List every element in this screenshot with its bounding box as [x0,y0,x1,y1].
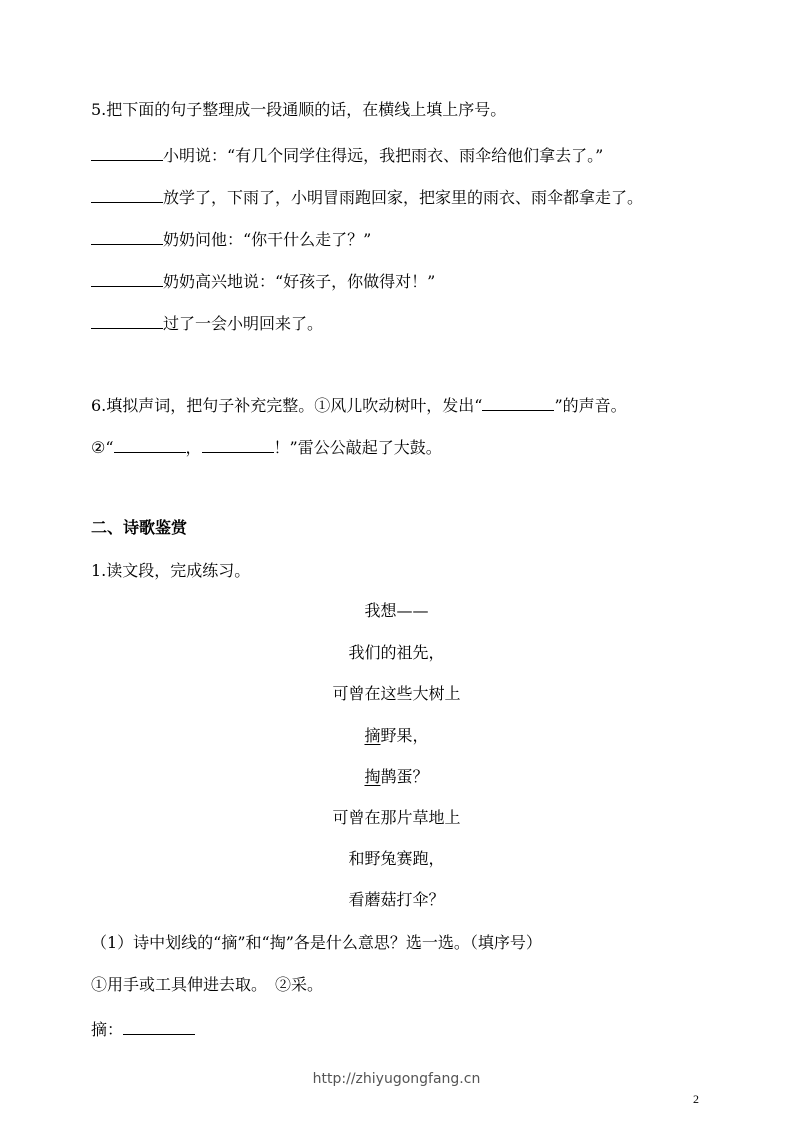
sub-question-1: （1）诗中划线的“摘”和“掏”各是什么意思？选一选。（填序号） [91,933,542,952]
underlined-word: 摘 [364,726,381,745]
q5-item-1: 小明说：“有几个同学住得远，我把雨衣、雨伞给他们拿去了。” [91,145,603,166]
footer-url: http://zhiyugongfang.cn [312,1071,481,1087]
q5-item-5: 过了一会小明回来了。 [91,313,323,334]
answer-blank[interactable] [123,1019,195,1035]
answer-blank[interactable] [91,229,163,245]
q5-item-4: 奶奶高兴地说：“好孩子，你做得对！” [91,271,435,292]
options: ①用手或工具伸进去取。 ②采。 [91,975,324,994]
q5-title: 5.把下面的句子整理成一段通顺的话，在横线上填上序号。 [91,100,507,119]
answer-blank[interactable] [482,395,554,411]
answer-blank[interactable] [202,437,274,453]
underlined-word: 掏 [364,767,381,786]
answer-blank[interactable] [91,271,163,287]
answer-blank[interactable] [91,187,163,203]
poem-line: 看蘑菇打伞？ [348,890,445,909]
q5-item-2: 放学了，下雨了，小明冒雨跑回家，把家里的雨衣、雨伞都拿走了。 [91,187,643,208]
page-number: 2 [693,1092,699,1106]
q6-line-2: ②“ ， ！”雷公公敲起了大鼓。 [91,438,442,457]
answer-blank[interactable] [91,313,163,329]
poem-line: 可曾在那片草地上 [332,808,461,827]
answer-line: 摘： [91,1019,195,1040]
poem-line: 和野兔赛跑， [348,849,445,868]
poem-line: 我们的祖先， [348,643,445,662]
answer-blank[interactable] [91,145,163,161]
q6-line-1: 6.填拟声词，把句子补充完整。①风儿吹动树叶，发出“ ”的声音。 [91,396,627,415]
answer-blank[interactable] [114,437,186,453]
poem-line: 摘野果， [364,726,429,745]
q5-item-3: 奶奶问他：“你干什么走了？” [91,229,371,250]
poem-line: 掏鹊蛋？ [364,767,429,786]
poem-line: 我想—— [364,601,429,620]
section-title: 二、诗歌鉴赏 [91,518,188,537]
q1-title: 1.读文段，完成练习。 [91,561,251,580]
poem-line: 可曾在这些大树上 [332,684,461,703]
